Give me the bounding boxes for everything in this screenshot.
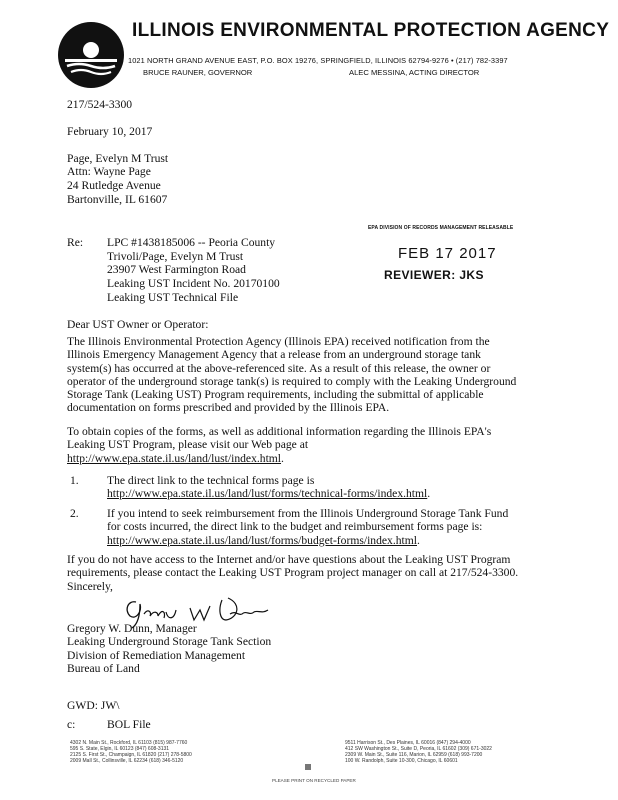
footer-office: 4302 N. Main St., Rockford, IL 61103 (815) 987-7760	[70, 740, 188, 746]
body-paragraph-1	[67, 335, 567, 415]
budget-forms-link[interactable]: http://www.epa.state.il.us/land/lust/forms/budget-forms/index.html	[107, 533, 417, 547]
list-line: The direct link to the technical forms page is	[107, 474, 315, 487]
governor-name: BRUCE RAUNER, GOVERNOR	[143, 68, 253, 77]
signature-stroke	[220, 598, 268, 620]
list-line: If you intend to seek reimbursement from the Illinois Underground Storage Tank Fund	[107, 507, 509, 520]
signature-stroke	[144, 610, 176, 618]
recipient-line: Bartonville, IL 61607	[67, 193, 168, 206]
recycled-paper-note: PLEASE PRINT ON RECYCLED PAPER	[272, 778, 356, 783]
stamp-reviewer: REVIEWER: JKS	[384, 268, 484, 282]
paragraph-line: Illinois Emergency Management Agency that a release from an underground storage tank	[67, 348, 481, 362]
footer-office: 9511 Harrison St., Des Plaines, IL 60016 (847) 294-4000	[345, 740, 471, 746]
salutation: Dear UST Owner or Operator:	[67, 318, 209, 331]
re-line: Leaking UST Technical File	[107, 291, 239, 304]
lust-index-link[interactable]: http://www.epa.state.il.us/land/lust/index.html	[67, 451, 282, 465]
typist-initials: GWD: JW\	[67, 699, 120, 712]
recipient-line: Page, Evelyn M Trust	[67, 152, 169, 165]
phone-number: 217/524-3300	[67, 98, 133, 111]
paragraph-line: Storage Tank (Leaking UST) Program requirements, including the submittal of applicable	[67, 388, 484, 402]
footer-office: 100 W. Randolph, Suite 10-300, Chicago, IL 60601	[345, 758, 458, 764]
logo-band-1	[65, 59, 117, 62]
paragraph-line	[67, 452, 567, 465]
paragraph-line: If you do not have access to the Internet and/or have questions about the Leaking UST Program	[67, 553, 511, 566]
stamp-heading: EPA DIVISION OF RECORDS MANAGEMENT RELEASABLE	[368, 225, 514, 231]
body-paragraph-3	[67, 553, 567, 593]
closing: Sincerely,	[67, 579, 113, 593]
letter-date: February 10, 2017	[67, 125, 153, 138]
re-line: Trivoli/Page, Evelyn M Trust	[107, 250, 244, 263]
re-label: Re:	[67, 236, 84, 249]
recycle-icon	[305, 764, 311, 770]
footer-office: 595 S. State, Elgin, IL 60123 (847) 608-3131	[70, 746, 170, 752]
paragraph-line: system(s) has occurred at the above-referenced site. As a result of this release, the owner or	[67, 361, 491, 375]
list-line: for costs incurred, the direct link to the budget and reimbursement forms page is:	[107, 520, 483, 534]
re-line: 23907 West Farmington Road	[107, 263, 246, 276]
paragraph-line: To obtain copies of the forms, as well as additional information regarding the Illinois EPA's	[67, 425, 492, 438]
list-line	[107, 487, 577, 500]
footer-office: 412 SW Washington St., Suite D, Peoria, IL 61602 (309) 671-3022	[345, 746, 492, 752]
director-name: ALEC MESSINA, ACTING DIRECTOR	[349, 68, 480, 77]
body-paragraph-2	[67, 425, 567, 465]
signer-section: Leaking Underground Storage Tank Section	[67, 635, 272, 649]
logo-sun	[83, 42, 99, 58]
paragraph-line: Leaking UST Program, please visit our Web page at	[67, 438, 309, 452]
stamp-date: FEB 17 2017	[398, 245, 497, 262]
paragraph-line: requirements, please contact the Leaking UST Program project manager on call at 217/524-3300.	[67, 566, 519, 580]
footer-office: 2009 Mall St., Collinsville, IL 62234 (618) 346-5120	[70, 758, 184, 764]
cc-label: c:	[67, 718, 76, 731]
list-item	[107, 507, 577, 547]
list-line	[107, 534, 577, 547]
paragraph-line: documentation on forms prescribed and provided by the Illinois EPA.	[67, 401, 390, 415]
sentence-end: .	[427, 487, 431, 501]
agency-address: 1021 NORTH GRAND AVENUE EAST, P.O. BOX 19276, SPRINGFIELD, ILLINOIS 62794-9276 • (217) 782-3397	[128, 56, 508, 65]
technical-forms-link[interactable]: http://www.epa.state.il.us/land/lust/forms/technical-forms/index.html	[107, 487, 428, 501]
recipient-line: Attn: Wayne Page	[67, 165, 151, 178]
signer-bureau: Bureau of Land	[67, 661, 140, 675]
footer-office: 2125 S. First St., Champaign, IL 61820 (217) 278-5800	[70, 752, 192, 758]
signature-block	[67, 622, 567, 675]
footer-office: 2309 W. Main St., Suite 116, Marion, IL 62959 (618) 993-7200	[345, 752, 483, 758]
list-number: 1.	[70, 474, 79, 487]
sentence-end: .	[417, 533, 420, 547]
list-item	[107, 474, 577, 501]
agency-name: ILLINOIS ENVIRONMENTAL PROTECTION AGENCY	[132, 20, 610, 41]
recipient-line: 24 Rutledge Avenue	[67, 179, 161, 192]
re-line: Leaking UST Incident No. 20170100	[107, 277, 280, 290]
paragraph-line: The Illinois Environmental Protection Agency (Illinois EPA) received notification from the	[67, 335, 490, 348]
signature-stroke	[190, 606, 210, 620]
signer-title: Gregory W. Dunn, Manager	[67, 622, 197, 635]
signer-division: Division of Remediation Management	[67, 648, 246, 662]
cc-value: BOL File	[107, 718, 151, 731]
list-number: 2.	[70, 507, 79, 520]
agency-logo	[57, 21, 125, 89]
re-line: LPC #1438185006 -- Peoria County	[107, 236, 276, 249]
paragraph-line: operator of the underground storage tank(s) is required to comply with the Leaking Underground	[67, 374, 517, 388]
sentence-end: .	[281, 451, 284, 465]
